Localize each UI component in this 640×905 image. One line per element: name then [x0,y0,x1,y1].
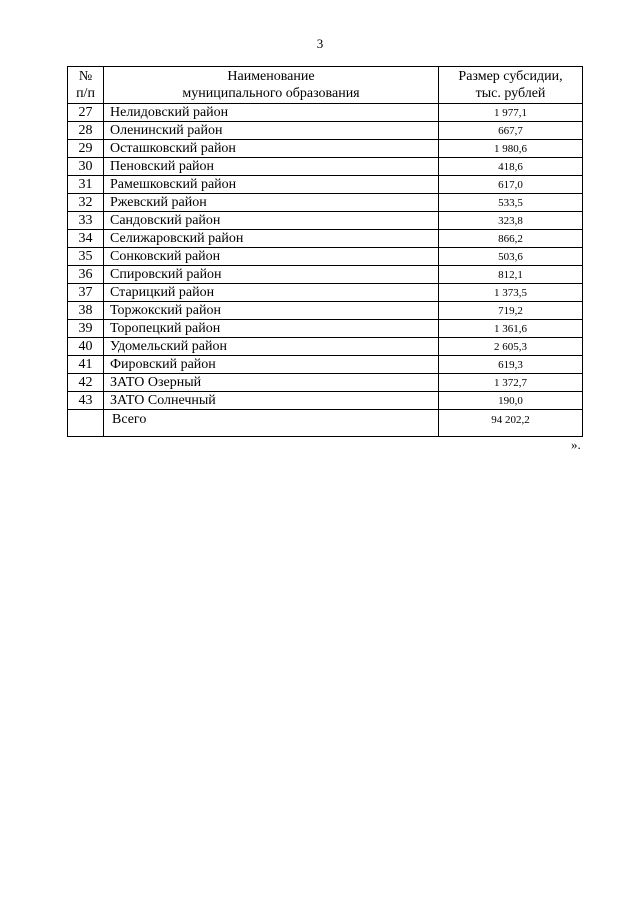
row-name: Торопецкий район [104,320,439,338]
row-num: 34 [68,230,104,248]
row-value: 1 361,6 [439,320,583,338]
row-name: Рамешковский район [104,176,439,194]
header-name-line2: муниципального образования [182,86,360,101]
row-name: Фировский район [104,356,439,374]
row-name: Оленинский район [104,122,439,140]
table-row [68,374,583,392]
row-num: 27 [68,104,104,122]
header-name-line1: Наименование [227,69,315,84]
row-name: Спировский район [104,266,439,284]
row-name: Сонковский район [104,248,439,266]
row-num: 41 [68,356,104,374]
row-name: Удомельский район [104,338,439,356]
row-value: 2 605,3 [439,338,583,356]
total-label: Всего [104,410,439,437]
row-num: 29 [68,140,104,158]
row-name: Селижаровский район [104,230,439,248]
row-num: 33 [68,212,104,230]
row-num: 38 [68,302,104,320]
table-row [68,302,583,320]
row-value: 866,2 [439,230,583,248]
table-row [68,320,583,338]
total-num-empty [68,410,104,437]
table-row [68,122,583,140]
row-value: 1 980,6 [439,140,583,158]
page-number: 3 [316,36,324,51]
row-value: 1 372,7 [439,374,583,392]
row-name: Осташковский район [104,140,439,158]
row-name: ЗАТО Озерный [104,374,439,392]
row-value: 812,1 [439,266,583,284]
row-num: 35 [68,248,104,266]
header-num [68,67,104,104]
row-value: 323,8 [439,212,583,230]
row-num: 31 [68,176,104,194]
header-name [104,67,439,104]
row-value: 1 977,1 [439,104,583,122]
row-value: 719,2 [439,302,583,320]
header-num-line2: п/п [76,86,95,101]
table-row [68,266,583,284]
row-num: 30 [68,158,104,176]
row-num: 28 [68,122,104,140]
table-row [68,140,583,158]
row-value: 667,7 [439,122,583,140]
row-num: 42 [68,374,104,392]
row-num: 39 [68,320,104,338]
row-name: Ржевский район [104,194,439,212]
row-value: 190,0 [439,392,583,410]
row-num: 36 [68,266,104,284]
subsidy-table [67,66,583,437]
row-value: 418,6 [439,158,583,176]
table-row [68,158,583,176]
table-row [68,212,583,230]
row-name: Нелидовский район [104,104,439,122]
row-num: 32 [68,194,104,212]
total-row [68,410,583,437]
row-value: 619,3 [439,356,583,374]
row-name: Сандовский район [104,212,439,230]
header-value-line2: тыс. рублей [475,86,546,101]
row-value: 1 373,5 [439,284,583,302]
table-row [68,194,583,212]
row-value: 503,6 [439,248,583,266]
table-row [68,356,583,374]
table-row [68,104,583,122]
row-name: Старицкий район [104,284,439,302]
closing-quote: ». [571,437,581,452]
table-row [68,338,583,356]
table-row [68,392,583,410]
header-value-line1: Размер субсидии, [458,69,563,84]
header-value [439,67,583,104]
table-row [68,230,583,248]
row-name: Торжокский район [104,302,439,320]
row-value: 617,0 [439,176,583,194]
row-value: 533,5 [439,194,583,212]
total-value: 94 202,2 [439,410,583,437]
row-name: ЗАТО Солнечный [104,392,439,410]
row-name: Пеновский район [104,158,439,176]
table-row [68,176,583,194]
table-body [68,104,583,437]
header-row [68,67,583,104]
row-num: 43 [68,392,104,410]
table-header [68,67,583,104]
header-num-line1: № [78,69,93,84]
row-num: 40 [68,338,104,356]
row-num: 37 [68,284,104,302]
table-row [68,248,583,266]
table-row [68,284,583,302]
